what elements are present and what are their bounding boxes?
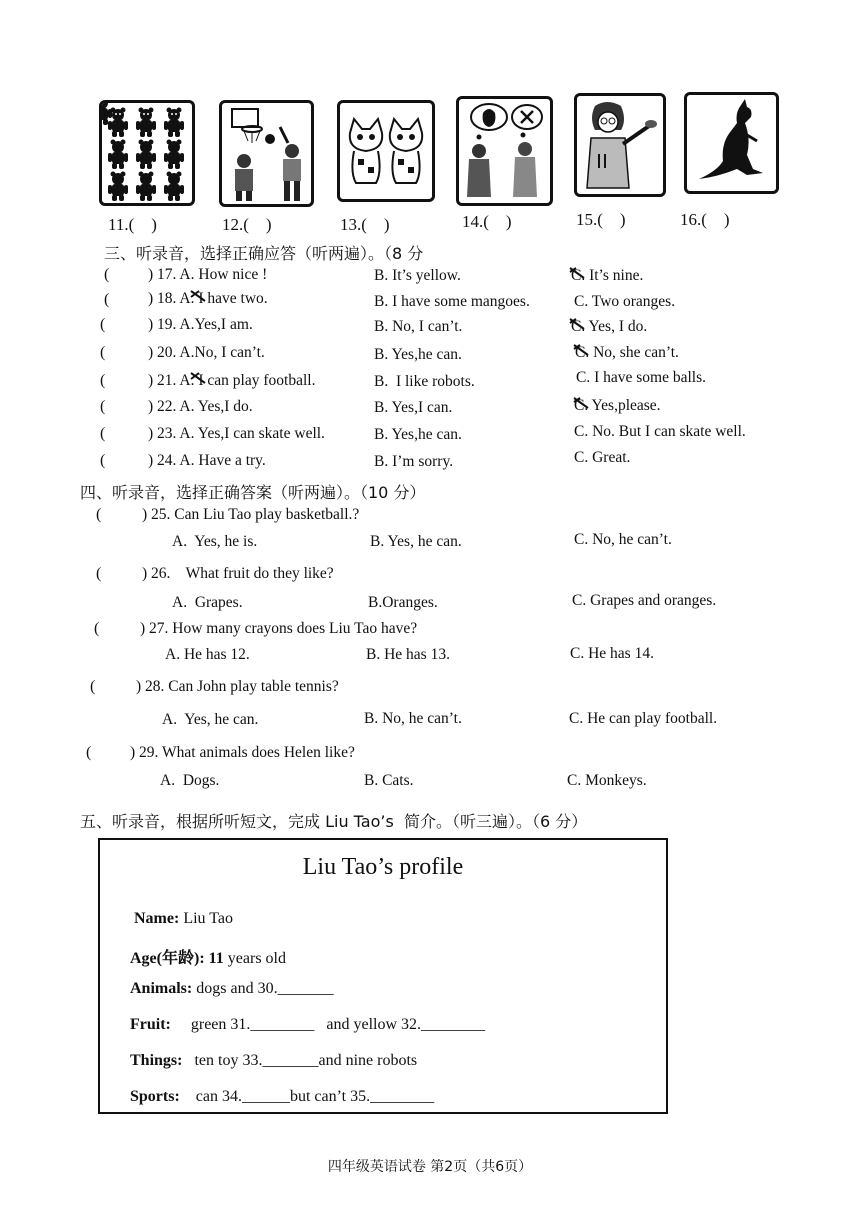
animals-label: Animals: [130, 980, 193, 997]
name-label: Name: [134, 910, 180, 927]
fruit-value[interactable]: green 31.________ and yellow 32.________ [170, 1016, 486, 1033]
question-text: ) 27. How many crayons does Liu Tao have? [140, 620, 418, 637]
question-text: ) 20. A.No, I can’t. [148, 344, 265, 361]
profile-box [98, 838, 668, 1114]
girl-pointing-icon [577, 96, 663, 194]
option-c: C. He has 14. [570, 645, 654, 662]
answer-paren[interactable]: ( [100, 398, 106, 415]
sports-label: Sports: [130, 1088, 180, 1105]
option-b: B. Yes, he can. [370, 533, 462, 550]
age-rest: years old [223, 950, 286, 967]
answer-paren[interactable]: ( [100, 452, 106, 469]
profile-title: Liu Tao’s profile [302, 854, 464, 880]
section5-heading: 五、听录音，根据所听短文，完成 Liu Tao’s 简介。（听三遍）。（6 分） [80, 812, 588, 831]
option-b: B.Oranges. [368, 594, 438, 611]
section4-heading: 四、听录音，选择正确答案（听两遍）。（10 分） [80, 483, 426, 502]
basketball-kids-icon [222, 103, 311, 204]
option-b: B. Yes,I can. [374, 399, 453, 416]
teddy-bears-icon [102, 103, 192, 203]
option-c: C. It’s nine. [571, 267, 644, 284]
picture-label-13: 13.( ) [340, 215, 390, 234]
option-c: C. Grapes and oranges. [572, 592, 717, 609]
answer-paren[interactable]: ( [100, 425, 106, 442]
page-footer: 四年级英语试卷 第2页（共6页） [327, 1159, 533, 1175]
picture-16 [684, 92, 779, 194]
kangaroo-icon [687, 95, 776, 191]
answer-paren[interactable]: ( [100, 372, 106, 389]
handwritten-cross-mark [189, 289, 209, 303]
question-text: ) 29. What animals does Helen like? [130, 744, 355, 761]
option-c: C. Two oranges. [574, 293, 676, 310]
option-c: C. Great. [574, 449, 631, 466]
answer-paren[interactable]: ( [96, 565, 102, 582]
option-b: B. I’m sorry. [374, 453, 454, 470]
picture-11 [99, 100, 195, 206]
option-b: B. Yes,he can. [374, 346, 462, 363]
option-b: B. It’s yellow. [374, 267, 461, 284]
picture-15 [574, 93, 666, 197]
picture-label-15: 15.( ) [576, 210, 626, 229]
answer-paren[interactable]: ( [86, 744, 92, 761]
question-text: ) 18. A. I have two. [148, 290, 268, 307]
answer-paren[interactable]: ( [90, 678, 96, 695]
option-b: B. He has 13. [366, 646, 450, 663]
option-a: A. Grapes. [172, 594, 243, 611]
sports-value[interactable]: can 34.______but can’t 35.________ [179, 1088, 435, 1105]
question-text: ) 19. A.Yes,I am. [148, 316, 253, 333]
handwritten-cross-mark [189, 371, 209, 385]
option-b: B. Yes,he can. [374, 426, 462, 443]
two-cats-icon [340, 103, 432, 199]
handwritten-cross-mark [572, 396, 592, 410]
picture-label-14: 14.( ) [462, 212, 512, 231]
option-c: C. I have some balls. [576, 369, 707, 386]
question-text: ) 21. A. I can play football. [148, 372, 316, 389]
fruit-label: Fruit: [130, 1016, 171, 1033]
option-b: B. Cats. [364, 772, 414, 789]
question-text: ) 22. A. Yes,I do. [148, 398, 253, 415]
option-a: A. Yes, he can. [162, 711, 259, 728]
picture-label-12: 12.( ) [222, 215, 272, 234]
picture-14 [456, 96, 553, 206]
option-b: B. No, I can’t. [374, 318, 463, 335]
question-text: ) 23. A. Yes,I can skate well. [148, 425, 325, 442]
option-c: C. Monkeys. [567, 772, 647, 789]
age-number: 11 [204, 950, 224, 967]
things-value[interactable]: ten toy 33._______and nine robots [182, 1052, 418, 1069]
option-c: C. No. But I can skate well. [574, 423, 746, 440]
profile-sports-row [114, 1070, 434, 1124]
section3-heading: 三、听录音，选择正确应答（听两遍）。（8 分 [104, 244, 424, 263]
picture-12 [219, 100, 314, 207]
option-a: A. He has 12. [165, 646, 250, 663]
answer-paren[interactable]: ( [104, 291, 110, 308]
option-a: A. Dogs. [160, 772, 220, 789]
question-text: ) 25. Can Liu Tao play basketball.? [142, 506, 360, 523]
things-label: Things: [130, 1052, 183, 1069]
option-b: B. I have some mangoes. [374, 293, 530, 310]
option-c: C. No, she can’t. [575, 344, 679, 361]
option-b: B. I like robots. [374, 373, 475, 390]
option-a: A. Yes, he is. [172, 533, 258, 550]
option-c: C. No, he can’t. [574, 531, 672, 548]
option-c: C. Yes, I do. [571, 318, 648, 335]
picture-label-16: 16.( ) [680, 210, 730, 229]
age-label: Age(年龄): [130, 950, 205, 967]
answer-paren[interactable]: ( [104, 266, 110, 283]
picture-label-11: 11.( ) [108, 215, 157, 234]
fruit-thought-icon [459, 99, 550, 203]
animals-value[interactable]: dogs and 30._______ [192, 980, 334, 997]
question-text: ) 17. A. How nice ! [148, 266, 268, 283]
option-b: B. No, he can’t. [364, 710, 462, 727]
picture-13 [337, 100, 435, 202]
answer-paren[interactable]: ( [100, 316, 106, 333]
answer-paren[interactable]: ( [100, 344, 106, 361]
handwritten-cross-mark [568, 266, 588, 280]
handwritten-cross-mark [572, 343, 592, 357]
option-c: C. He can play football. [569, 710, 718, 727]
answer-paren[interactable]: ( [96, 506, 102, 523]
name-value: Liu Tao [179, 910, 233, 927]
question-text: ) 26. What fruit do they like? [142, 565, 334, 582]
answer-paren[interactable]: ( [94, 620, 100, 637]
question-text: ) 24. A. Have a try. [148, 452, 266, 469]
handwritten-cross-mark [568, 317, 588, 331]
option-c: C. Yes,please. [574, 397, 661, 414]
question-text: ) 28. Can John play table tennis? [136, 678, 339, 695]
